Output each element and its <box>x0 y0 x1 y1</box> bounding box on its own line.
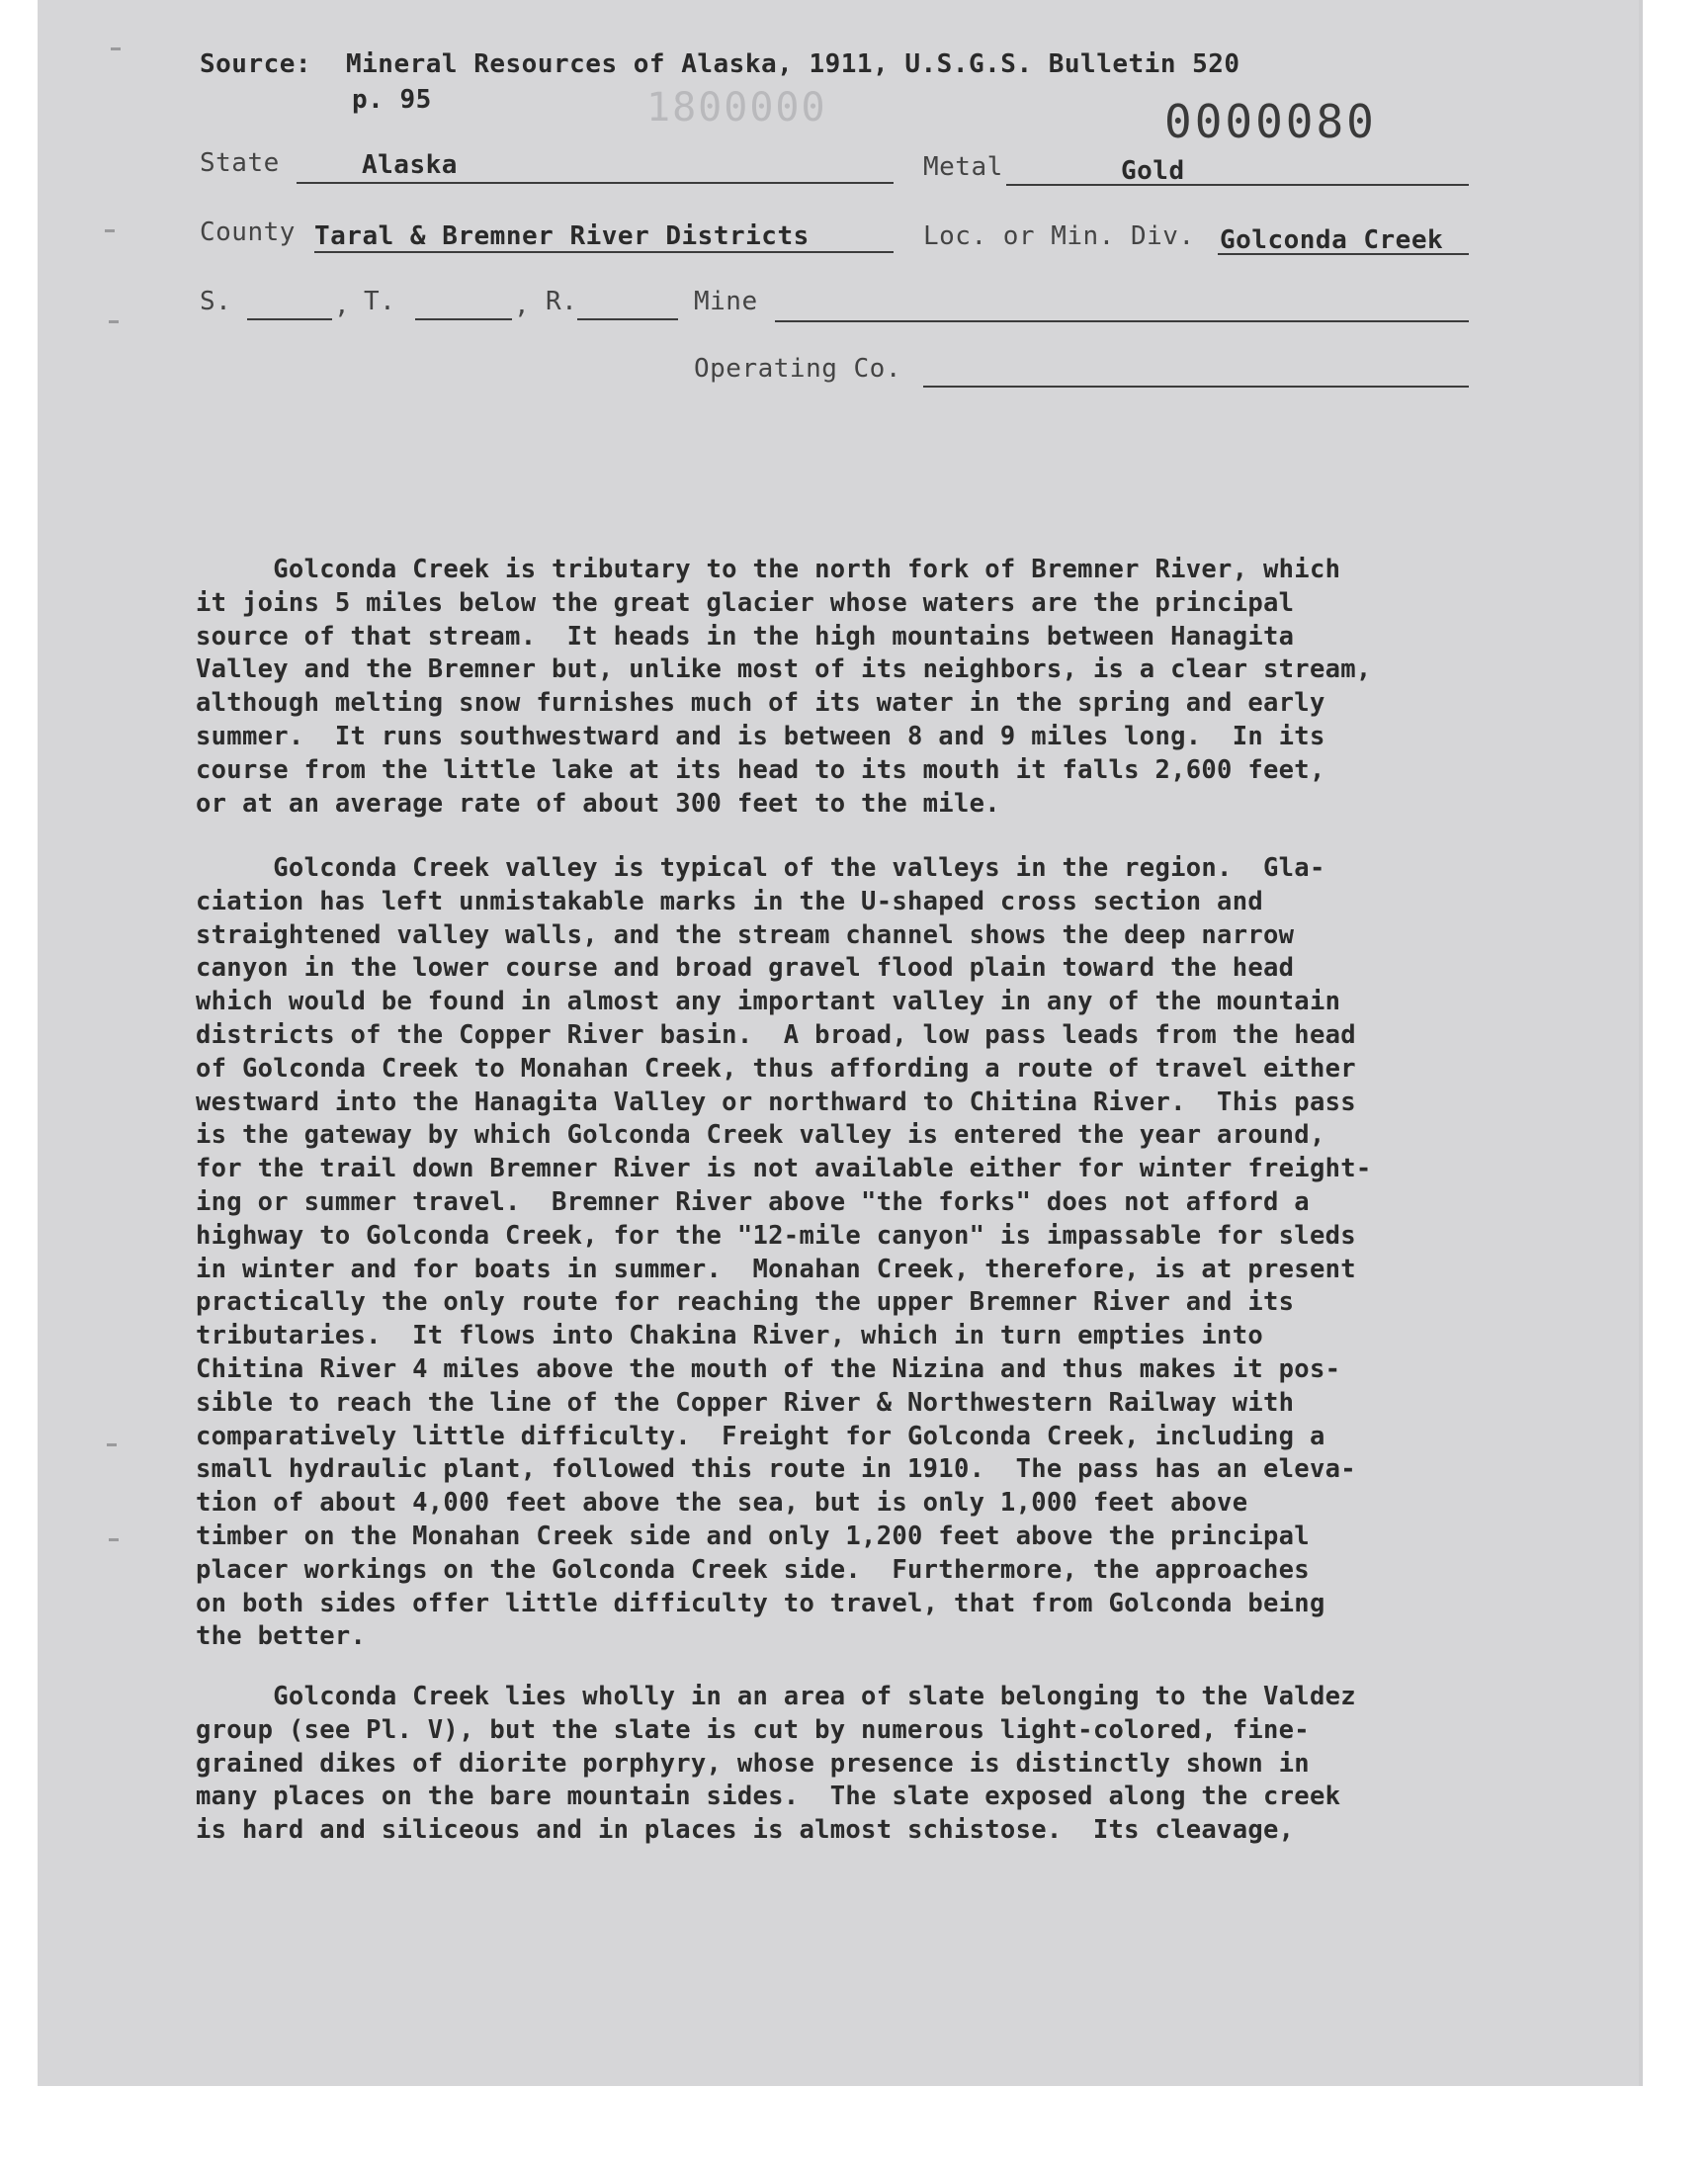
source-label: Source: <box>200 49 312 79</box>
township-underline <box>415 318 512 320</box>
text-line: source of that stream. It heads in the high mountains between Hanagita <box>196 621 1295 652</box>
mine-underline <box>775 320 1469 322</box>
text-line: ciation has left unmistakable marks in the U-shaped cross section and <box>196 886 1264 916</box>
text-line: canyon in the lower course and broad gravel flood plain toward the head <box>196 953 1295 984</box>
source-citation: Mineral Resources of Alaska, 1911, U.S.G.S. Bulletin 520 <box>346 49 1240 79</box>
state-value: Alaska <box>362 150 458 180</box>
metal-value: Gold <box>1121 156 1185 186</box>
metal-underline <box>1006 184 1469 186</box>
text-line: course from the little lake at its head to its mouth it falls 2,600 feet, <box>196 754 1325 785</box>
text-line: it joins 5 miles below the great glacier whose waters are the principal <box>196 587 1295 618</box>
document-number-stamp: 0000080 <box>1164 95 1377 148</box>
text-line: in winter and for boats in summer. Monahan Creek, therefore, is at present <box>196 1254 1356 1284</box>
text-line: is hard and siliceous and in places is almost schistose. Its cleavage, <box>196 1815 1295 1846</box>
loc-label: Loc. or Min. Div. <box>923 221 1195 251</box>
text-line: of Golconda Creek to Monahan Creek, thus affording a route of travel either <box>196 1053 1356 1084</box>
township-label: T. <box>364 287 396 316</box>
text-line: highway to Golconda Creek, for the "12-mile canyon" is impassable for sleds <box>196 1220 1356 1251</box>
range-label: R. <box>546 287 578 316</box>
comma-2: , <box>514 291 531 320</box>
text-line: small hydraulic plant, followed this route in 1910. The pass has an eleva- <box>196 1454 1356 1485</box>
county-value: Taral & Bremner River Districts <box>314 221 810 251</box>
text-line: placer workings on the Golconda Creek side. Furthermore, the approaches <box>196 1554 1310 1585</box>
text-line: Valley and the Bremner but, unlike most of its neighbors, is a clear stream, <box>196 654 1372 685</box>
text-line: or at an average rate of about 300 feet to the mile. <box>196 788 1000 819</box>
text-line: many places on the bare mountain sides. The slate exposed along the creek <box>196 1782 1341 1812</box>
text-line: westward into the Hanagita Valley or northward to Chitina River. This pass <box>196 1087 1356 1117</box>
paragraph-2 <box>196 852 1481 1654</box>
text-line: districts of the Copper River basin. A broad, low pass leads from the head <box>196 1019 1356 1050</box>
text-line: Golconda Creek is tributary to the north fork of Bremner River, which <box>196 555 1341 584</box>
source-page: p. 95 <box>352 85 432 115</box>
range-underline <box>577 318 678 320</box>
scan-mark <box>105 229 115 232</box>
county-underline <box>314 251 894 253</box>
mine-label: Mine <box>694 287 758 316</box>
text-line: which would be found in almost any important valley in any of the mountain <box>196 987 1341 1017</box>
text-line: sible to reach the line of the Copper River & Northwestern Railway with <box>196 1387 1295 1418</box>
section-label: S. <box>200 287 232 316</box>
paragraph-3 <box>196 1681 1481 1848</box>
text-line: is the gateway by which Golconda Creek valley is entered the year around, <box>196 1120 1325 1151</box>
text-line: the better. <box>196 1621 367 1652</box>
scan-mark <box>109 1538 119 1541</box>
metal-label: Metal <box>923 152 1003 182</box>
text-line: Chitina River 4 miles above the mouth of the Nizina and thus makes it pos- <box>196 1353 1341 1384</box>
text-line: tributaries. It flows into Chakina River, which in turn empties into <box>196 1321 1264 1351</box>
state-label: State <box>200 148 280 178</box>
loc-underline <box>1218 253 1469 255</box>
text-line: Golconda Creek lies wholly in an area of slate belonging to the Valdez <box>196 1682 1356 1711</box>
scan-mark <box>107 1443 117 1446</box>
operating-co-label: Operating Co. <box>694 354 901 384</box>
text-line: tion of about 4,000 feet above the sea, but is only 1,000 feet above <box>196 1488 1248 1519</box>
operating-co-underline <box>923 386 1469 388</box>
text-line: Golconda Creek valley is typical of the valleys in the region. Gla- <box>196 853 1325 883</box>
text-line: straightened valley walls, and the stream channel shows the deep narrow <box>196 919 1295 950</box>
faint-stamp-number: 1800000 <box>646 85 827 130</box>
text-line: group (see Pl. V), but the slate is cut by numerous light-colored, fine- <box>196 1714 1310 1745</box>
text-line: timber on the Monahan Creek side and only 1,200 feet above the principal <box>196 1521 1310 1551</box>
text-line: on both sides offer little difficulty to travel, that from Golconda being <box>196 1588 1325 1618</box>
text-line: ing or summer travel. Bremner River above "the forks" does not afford a <box>196 1186 1310 1217</box>
text-line: comparatively little difficulty. Freight for Golconda Creek, including a <box>196 1421 1325 1451</box>
paragraph-1 <box>196 554 1481 821</box>
county-label: County <box>200 218 296 247</box>
text-line: practically the only route for reaching the upper Bremner River and its <box>196 1287 1295 1318</box>
text-line: grained dikes of diorite porphyry, whose presence is distinctly shown in <box>196 1748 1310 1779</box>
comma-1: , <box>334 291 351 320</box>
text-line: summer. It runs southwestward and is between 8 and 9 miles long. In its <box>196 721 1325 751</box>
text-line: for the trail down Bremner River is not available either for winter freight- <box>196 1154 1372 1184</box>
loc-value: Golconda Creek <box>1220 225 1444 255</box>
text-line: although melting snow furnishes much of its water in the spring and early <box>196 688 1325 719</box>
section-underline <box>247 318 332 320</box>
state-underline <box>297 182 894 184</box>
scan-mark <box>111 47 121 50</box>
scan-mark <box>109 320 119 323</box>
